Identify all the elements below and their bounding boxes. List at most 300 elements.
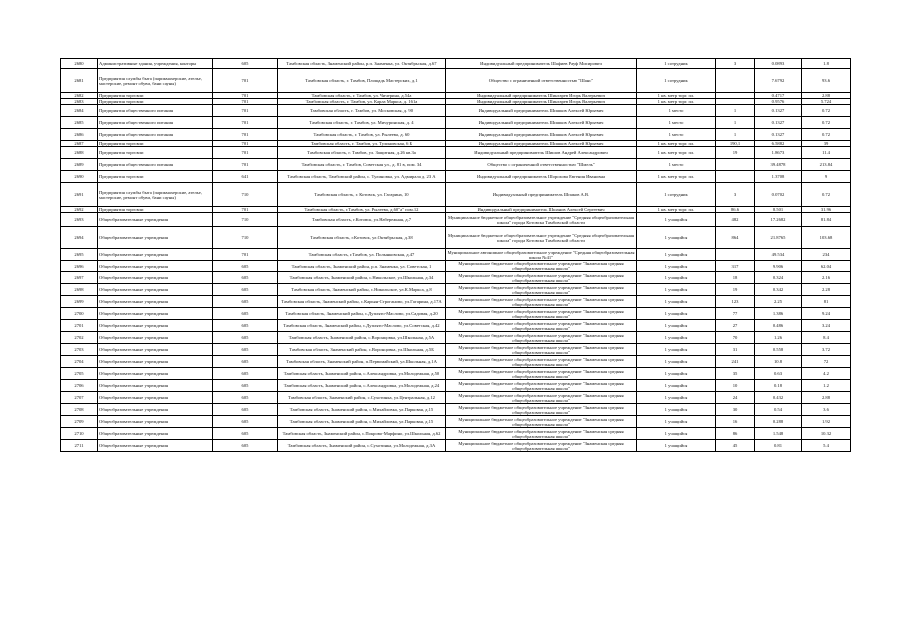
address-cell: Тамбовская область, г.Котовск, ул.Октябрьская, д.38 <box>278 227 446 249</box>
waste-tonnes-cell: 9.906 <box>755 261 802 272</box>
unit-cell: 1 учащийся <box>637 368 716 380</box>
table-row <box>61 296 851 308</box>
owner-cell: Муниципальное бюджетное общеобразовательное учреждение "Знаменская средняя общеобразовательная школа" <box>446 308 637 320</box>
table-row <box>61 320 851 332</box>
waste-registry-table <box>60 58 851 452</box>
waste-m3-cell: 1.92 <box>802 416 851 428</box>
unit-cell: 1 учащийся <box>637 284 716 296</box>
row-number-cell: 2680 <box>61 59 98 69</box>
address-cell: Тамбовская область, Знаменский район, с.Воронцовка, ул.Школьная, д.5А <box>278 332 446 344</box>
row-number-cell: 2698 <box>61 284 98 296</box>
okved-code-cell: 605 <box>213 59 278 69</box>
waste-tonnes-cell: 0.63 <box>755 368 802 380</box>
waste-tonnes-cell: 0.558 <box>755 344 802 356</box>
waste-m3-cell: 11.4 <box>802 147 851 159</box>
unit-cell: 1 место <box>637 105 716 117</box>
unit-cell: 1 сотрудник <box>637 183 716 207</box>
row-number-cell: 2707 <box>61 392 98 404</box>
address-cell: Тамбовская область, Знаменский район, с.Александровка, ул.Молодежная, д.24 <box>278 380 446 392</box>
waste-tonnes-cell: 0.0702 <box>755 183 802 207</box>
unit-cell: 1 кв. метр торг. пл. <box>637 141 716 147</box>
unit-cell: 1 место <box>637 159 716 171</box>
quantity-cell: 482 <box>716 213 755 227</box>
okved-code-cell: 605 <box>213 440 278 452</box>
row-number-cell: 2689 <box>61 159 98 171</box>
owner-cell: Муниципальное автономное общеобразовательное учреждение "Средняя общеобразовательная школа №41" <box>446 249 637 261</box>
waste-tonnes-cell: 0.0893 <box>755 59 802 69</box>
waste-tonnes-cell: 0.18 <box>755 380 802 392</box>
address-cell: Тамбовская область, Знаменский район, р.п. Знаменка, ул. Советская, 1 <box>278 261 446 272</box>
unit-cell: 1 учащийся <box>637 380 716 392</box>
owner-cell: Муниципальное бюджетное общеобразовательное учреждение "Средняя общеобразовательная школа" города Котовска Тамбовской области <box>446 213 637 227</box>
waste-tonnes-cell: 0.432 <box>755 392 802 404</box>
waste-m3-cell: 62.04 <box>802 261 851 272</box>
quantity-cell: 24 <box>716 392 755 404</box>
table-body <box>61 59 851 452</box>
quantity-cell: 19 <box>716 147 755 159</box>
waste-tonnes-cell: 0.54 <box>755 404 802 416</box>
address-cell: Тамбовская область, Знаменский район, с.Сухотинка, ул.Центральная, д.12 <box>278 392 446 404</box>
okved-code-cell: 605 <box>213 368 278 380</box>
row-number-cell: 2695 <box>61 249 98 261</box>
owner-cell: Муниципальное бюджетное общеобразовательное учреждение "Знаменская средняя общеобразовательная школа" <box>446 332 637 344</box>
waste-tonnes-cell: 1.3708 <box>755 171 802 183</box>
address-cell: Тамбовская область, г. Тамбов, ул. Тулиновская, 6 Б <box>278 141 446 147</box>
row-number-cell: 2693 <box>61 213 98 227</box>
waste-tonnes-cell: 1.26 <box>755 332 802 344</box>
object-type-cell: Общеобразовательные учреждения <box>98 249 213 261</box>
waste-m3-cell: 0.72 <box>802 105 851 117</box>
waste-m3-cell: 10.32 <box>802 428 851 440</box>
registry-sheet <box>60 58 850 452</box>
waste-m3-cell: 2.88 <box>802 93 851 99</box>
object-type-cell: Общеобразовательные учреждения <box>98 368 213 380</box>
table-row <box>61 213 851 227</box>
table-row <box>61 69 851 93</box>
okved-code-cell: 605 <box>213 392 278 404</box>
unit-cell: 1 учащийся <box>637 344 716 356</box>
address-cell: Тамбовская область, Знаменский район, с.Воронцовка, ул.Школьная, д.5Б <box>278 344 446 356</box>
waste-m3-cell: 9.24 <box>802 308 851 320</box>
object-type-cell: Общеобразовательные учреждения <box>98 320 213 332</box>
owner-cell: Индивидуальный предприниматель Шингарев Игорь Валерьевич <box>446 99 637 105</box>
okved-code-cell: 710 <box>213 227 278 249</box>
okved-code-cell: 701 <box>213 129 278 141</box>
table-row <box>61 356 851 368</box>
quantity-cell: 1 <box>716 105 755 117</box>
waste-m3-cell: 72 <box>802 356 851 368</box>
okved-code-cell: 605 <box>213 296 278 308</box>
waste-m3-cell: 1.2 <box>802 380 851 392</box>
okved-code-cell: 605 <box>213 356 278 368</box>
object-type-cell: Предприятия службы быта (парикмахерские, ателье, мастерские, ремонт обуви, бани сауны) <box>98 183 213 207</box>
okved-code-cell: 605 <box>213 380 278 392</box>
row-number-cell: 2684 <box>61 105 98 117</box>
quantity-cell: 241 <box>716 356 755 368</box>
waste-m3-cell: 3.24 <box>802 320 851 332</box>
okved-code-cell: 701 <box>213 117 278 129</box>
row-number-cell: 2706 <box>61 380 98 392</box>
row-number-cell: 2702 <box>61 332 98 344</box>
quantity-cell: 30 <box>716 404 755 416</box>
address-cell: Тамбовская область, Знаменский район, с.Никольское, ул.Школьная, д.34 <box>278 272 446 284</box>
object-type-cell: Общеобразовательные учреждения <box>98 440 213 452</box>
unit-cell: 1 учащийся <box>637 332 716 344</box>
object-type-cell: Предприятия торговли <box>98 207 213 213</box>
quantity-cell: 35 <box>716 368 755 380</box>
row-number-cell: 2700 <box>61 308 98 320</box>
unit-cell: 1 учащийся <box>637 440 716 452</box>
owner-cell: Муниципальное бюджетное общеобразовательное учреждение "Знаменская средняя общеобразовательная школа" <box>446 416 637 428</box>
owner-cell: Муниципальное бюджетное общеобразовательное учреждение "Знаменская средняя общеобразовательная школа" <box>446 284 637 296</box>
quantity-cell: 86.6 <box>716 207 755 213</box>
quantity-cell: 123 <box>716 296 755 308</box>
row-number-cell: 2696 <box>61 261 98 272</box>
object-type-cell: Предприятия общественного питания <box>98 105 213 117</box>
row-number-cell: 2692 <box>61 207 98 213</box>
waste-tonnes-cell: 0.81 <box>755 440 802 452</box>
address-cell: Тамбовская область, Знаменский район, п.Первомайский, ул.Школьная, д.1А <box>278 356 446 368</box>
owner-cell: Муниципальное бюджетное общеобразовательное учреждение "Знаменская средняя общеобразовательная школа" <box>446 320 637 332</box>
table-row <box>61 129 851 141</box>
object-type-cell: Общеобразовательные учреждения <box>98 428 213 440</box>
waste-tonnes-cell: 39.4878 <box>755 159 802 171</box>
owner-cell: Муниципальное бюджетное общеобразовательное учреждение "Знаменская средняя общеобразовательная школа" <box>446 428 637 440</box>
object-type-cell: Общеобразовательные учреждения <box>98 227 213 249</box>
okved-code-cell: 710 <box>213 183 278 207</box>
table-row <box>61 227 851 249</box>
row-number-cell: 2686 <box>61 129 98 141</box>
row-number-cell: 2694 <box>61 227 98 249</box>
okved-code-cell: 605 <box>213 428 278 440</box>
unit-cell: 1 учащийся <box>637 227 716 249</box>
table-row <box>61 59 851 69</box>
waste-tonnes-cell: 1.386 <box>755 308 802 320</box>
row-number-cell: 2703 <box>61 344 98 356</box>
row-number-cell: 2683 <box>61 99 98 105</box>
row-number-cell: 2691 <box>61 183 98 207</box>
address-cell: Тамбовская область, г. Тамбов, ул. Московская, д. 90 <box>278 105 446 117</box>
row-number-cell: 2690 <box>61 171 98 183</box>
table-row <box>61 272 851 284</box>
quantity-cell: 3 <box>716 59 755 69</box>
waste-m3-cell: 0.72 <box>802 183 851 207</box>
waste-tonnes-cell: 8.501 <box>755 207 802 213</box>
quantity-cell: 10 <box>716 380 755 392</box>
waste-m3-cell: 3.72 <box>802 344 851 356</box>
quantity-cell: 19 <box>716 284 755 296</box>
owner-cell: Общество с ограниченной ответственностью "Шанс" <box>446 69 637 93</box>
quantity-cell <box>716 69 755 93</box>
waste-tonnes-cell: 1.548 <box>755 428 802 440</box>
owner-cell: Индивидуальный предприниматель Шорохова Евгения Ивановна <box>446 171 637 183</box>
waste-m3-cell: 0.72 <box>802 117 851 129</box>
waste-tonnes-cell: 0.342 <box>755 284 802 296</box>
owner-cell: Индивидуальный предприниматель Шафиев Рауф Мисирович <box>446 59 637 69</box>
unit-cell: 1 учащийся <box>637 296 716 308</box>
okved-code-cell: 701 <box>213 141 278 147</box>
owner-cell: Общество с ограниченной ответственностью "Шмель" <box>446 159 637 171</box>
waste-m3-cell: 0.72 <box>802 129 851 141</box>
okved-code-cell: 701 <box>213 99 278 105</box>
unit-cell: 1 учащийся <box>637 308 716 320</box>
object-type-cell: Общеобразовательные учреждения <box>98 284 213 296</box>
address-cell: Тамбовская область, Тамбовский район, с. Тулиновка, ул. Адмирала д. 23 А <box>278 171 446 183</box>
table-row <box>61 380 851 392</box>
okved-code-cell: 701 <box>213 147 278 159</box>
waste-tonnes-cell: 0.288 <box>755 416 802 428</box>
row-number-cell: 2682 <box>61 93 98 99</box>
okved-code-cell: 605 <box>213 308 278 320</box>
row-number-cell: 2699 <box>61 296 98 308</box>
row-number-cell: 2704 <box>61 356 98 368</box>
row-number-cell: 2688 <box>61 147 98 159</box>
unit-cell: 1 место <box>637 117 716 129</box>
object-type-cell: Предприятия торговли <box>98 171 213 183</box>
table-row <box>61 368 851 380</box>
waste-m3-cell: 213.84 <box>802 159 851 171</box>
okved-code-cell: 605 <box>213 416 278 428</box>
owner-cell: Индивидуальный предприниматель Шишов Андрей Александрович <box>446 147 637 159</box>
quantity-cell: 864 <box>716 227 755 249</box>
address-cell: Тамбовская область, Знаменский район, с.Дуплято-Маслово, ул.Советская, д.42 <box>278 320 446 332</box>
object-type-cell: Общеобразовательные учреждения <box>98 380 213 392</box>
waste-tonnes-cell: 0.9576 <box>755 99 802 105</box>
owner-cell: Муниципальное бюджетное общеобразовательное учреждение "Знаменская средняя общеобразовательная школа" <box>446 368 637 380</box>
address-cell: Тамбовская область, г. Тамбов, ул. Карла Маркса, д. 161а <box>278 99 446 105</box>
waste-m3-cell: 103.68 <box>802 227 851 249</box>
waste-m3-cell: 3.6 <box>802 404 851 416</box>
okved-code-cell: 701 <box>213 159 278 171</box>
object-type-cell: Общеобразовательные учреждения <box>98 261 213 272</box>
table-row <box>61 404 851 416</box>
row-number-cell: 2681 <box>61 69 98 93</box>
unit-cell: 1 место <box>637 129 716 141</box>
address-cell: Тамбовская область, Знаменский район, с.Покрово-Марфино, ул.Школьная, д.62 <box>278 428 446 440</box>
table-row <box>61 332 851 344</box>
waste-m3-cell: 2.28 <box>802 284 851 296</box>
quantity-cell: 1 <box>716 117 755 129</box>
row-number-cell: 2685 <box>61 117 98 129</box>
object-type-cell: Общеобразовательные учреждения <box>98 416 213 428</box>
unit-cell: 1 сотрудник <box>637 59 716 69</box>
address-cell: Тамбовская область, г. Котовск, ул. Гагарина, 10 <box>278 183 446 207</box>
address-cell: Тамбовская область, г. Тамбов, Площадь Мастерских, д.1 <box>278 69 446 93</box>
waste-m3-cell: 9 <box>802 171 851 183</box>
unit-cell: 1 учащийся <box>637 272 716 284</box>
table-row <box>61 117 851 129</box>
okved-code-cell: 641 <box>213 171 278 183</box>
object-type-cell: Предприятия службы быта (парикмахерские, ателье, мастерские, ремонт обуви, бани сауны) <box>98 69 213 93</box>
waste-m3-cell: 81 <box>802 296 851 308</box>
table-row <box>61 171 851 183</box>
okved-code-cell: 605 <box>213 261 278 272</box>
address-cell: Тамбовская область, г.Котовск, ул.Набережная, д.7 <box>278 213 446 227</box>
waste-tonnes-cell: 0.1327 <box>755 105 802 117</box>
object-type-cell: Общеобразовательные учреждения <box>98 404 213 416</box>
object-type-cell: Предприятия торговли <box>98 147 213 159</box>
owner-cell: Муниципальное бюджетное общеобразовательное учреждение "Знаменская средняя общеобразовательная школа" <box>446 380 637 392</box>
waste-m3-cell: 93.6 <box>802 69 851 93</box>
quantity-cell: 1 <box>716 129 755 141</box>
okved-code-cell: 605 <box>213 332 278 344</box>
quantity-cell: 317 <box>716 261 755 272</box>
okved-code-cell: 701 <box>213 69 278 93</box>
quantity-cell: 45 <box>716 440 755 452</box>
okved-code-cell: 701 <box>213 249 278 261</box>
owner-cell: Муниципальное бюджетное общеобразовательное учреждение "Знаменская средняя общеобразовательная школа" <box>446 356 637 368</box>
waste-m3-cell: 5.4 <box>802 440 851 452</box>
address-cell: Тамбовская область, Знаменский район, с.Никольское, ул.К.Маркса, д.8 <box>278 284 446 296</box>
waste-tonnes-cell: 0.1327 <box>755 129 802 141</box>
owner-cell: Индивидуальный предприниматель Шингарев Игорь Валерьевич <box>446 93 637 99</box>
waste-m3-cell: 2.16 <box>802 272 851 284</box>
waste-m3-cell: 31.96 <box>802 207 851 213</box>
owner-cell: Муниципальное бюджетное общеобразовательное учреждение "Знаменская средняя общеобразовательная школа" <box>446 261 637 272</box>
quantity-cell <box>716 171 755 183</box>
row-number-cell: 2708 <box>61 404 98 416</box>
waste-tonnes-cell: 2.25 <box>755 296 802 308</box>
table-row <box>61 416 851 428</box>
waste-m3-cell: 8.4 <box>802 332 851 344</box>
waste-tonnes-cell: 10.8 <box>755 356 802 368</box>
object-type-cell: Общеобразовательные учреждения <box>98 392 213 404</box>
quantity-cell: 16 <box>716 416 755 428</box>
object-type-cell: Общеобразовательные учреждения <box>98 308 213 320</box>
okved-code-cell: 605 <box>213 284 278 296</box>
address-cell: Тамбовская область, Знаменский район, с.Александровка, ул.Молодежная, д.50 <box>278 368 446 380</box>
owner-cell: Муниципальное бюджетное общеобразовательное учреждение "Знаменская средняя общеобразовательная школа" <box>446 440 637 452</box>
quantity-cell: 27 <box>716 320 755 332</box>
waste-m3-cell: 81.84 <box>802 213 851 227</box>
waste-tonnes-cell: 49.534 <box>755 249 802 261</box>
waste-m3-cell: 2.88 <box>802 392 851 404</box>
address-cell: Тамбовская область, г. Тамбов, ул. Защитная, д.26 кв.3а <box>278 147 446 159</box>
quantity-cell: 3 <box>716 183 755 207</box>
quantity-cell: 31 <box>716 344 755 356</box>
unit-cell: 1 учащийся <box>637 392 716 404</box>
table-row <box>61 147 851 159</box>
quantity-cell: 190,1 <box>716 141 755 147</box>
table-row <box>61 159 851 171</box>
okved-code-cell: 710 <box>213 213 278 227</box>
address-cell: Тамбовская область, г. Тамбов, Советская ул., д. 81 в, пом. 34 <box>278 159 446 171</box>
okved-code-cell: 605 <box>213 272 278 284</box>
quantity-cell: 86 <box>716 428 755 440</box>
unit-cell: 1 учащийся <box>637 261 716 272</box>
object-type-cell: Предприятия торговли <box>98 93 213 99</box>
address-cell: Тамбовская область, г.Тамбов, ул. Полынковская, д.47 <box>278 249 446 261</box>
quantity-cell <box>716 159 755 171</box>
owner-cell: Индивидуальный предприниматель Шпаков А.В. <box>446 183 637 207</box>
waste-m3-cell: 234 <box>802 249 851 261</box>
table-row <box>61 249 851 261</box>
unit-cell: 1 учащийся <box>637 428 716 440</box>
quantity-cell: 70 <box>716 332 755 344</box>
address-cell: Тамбовская область, Знаменский район, с.Дуплято-Маслово, ул.Садовая, д.20 <box>278 308 446 320</box>
object-type-cell: Предприятия торговли <box>98 99 213 105</box>
object-type-cell: Общеобразовательные учреждения <box>98 296 213 308</box>
unit-cell: 1 кв. метр торг. пл. <box>637 207 716 213</box>
waste-tonnes-cell: 0.4717 <box>755 93 802 99</box>
object-type-cell: Общеобразовательные учреждения <box>98 213 213 227</box>
owner-cell: Индивидуальный предприниматель Шишков Алексей Юрьевич <box>446 105 637 117</box>
unit-cell: 1 кв. метр торг. пл. <box>637 93 716 99</box>
table-row <box>61 440 851 452</box>
object-type-cell: Административные здания, учреждения, конторы <box>98 59 213 69</box>
unit-cell: 1 учащийся <box>637 416 716 428</box>
object-type-cell: Общеобразовательные учреждения <box>98 272 213 284</box>
address-cell: Тамбовская область, Знаменский район, с.Михайловка, ул.Парковая, д.15 <box>278 404 446 416</box>
address-cell: Тамбовская область, г. Тамбов, ул. Рылеева, д. 60 <box>278 129 446 141</box>
owner-cell: Индивидуальный предприниматель Шишков Алексей Юрьевич <box>446 141 637 147</box>
address-cell: Тамбовская область, г. Тамбов, ул. Чичерина, д.54а <box>278 93 446 99</box>
address-cell: Тамбовская область, Знаменский район, с.Карьян-Строганово, ул.Гагарина, д.17А <box>278 296 446 308</box>
address-cell: Тамбовская область, г. Тамбов, ул. Мичуринская, д. 4 <box>278 117 446 129</box>
row-number-cell: 2705 <box>61 368 98 380</box>
row-number-cell: 2710 <box>61 428 98 440</box>
waste-m3-cell: 5.724 <box>802 99 851 105</box>
waste-m3-cell: 4.2 <box>802 368 851 380</box>
waste-tonnes-cell: 7.6792 <box>755 69 802 93</box>
table-row <box>61 261 851 272</box>
unit-cell: 1 сотрудник <box>637 69 716 93</box>
unit-cell: 1 учащийся <box>637 249 716 261</box>
object-type-cell: Предприятия торговли <box>98 141 213 147</box>
object-type-cell: Предприятия общественного питания <box>98 129 213 141</box>
waste-tonnes-cell: 1.8673 <box>755 147 802 159</box>
table-row <box>61 392 851 404</box>
table-row <box>61 284 851 296</box>
object-type-cell: Предприятия общественного питания <box>98 117 213 129</box>
okved-code-cell: 701 <box>213 105 278 117</box>
owner-cell: Муниципальное бюджетное общеобразовательное учреждение "Знаменская средняя общеобразовательная школа" <box>446 296 637 308</box>
quantity-cell: 77 <box>716 308 755 320</box>
okved-code-cell: 605 <box>213 344 278 356</box>
table-row <box>61 183 851 207</box>
waste-tonnes-cell: 6.5882 <box>755 141 802 147</box>
okved-code-cell: 701 <box>213 207 278 213</box>
okved-code-cell: 701 <box>213 93 278 99</box>
waste-tonnes-cell: 0.324 <box>755 272 802 284</box>
table-row <box>61 344 851 356</box>
waste-m3-cell: 39 <box>802 141 851 147</box>
unit-cell: 1 учащийся <box>637 213 716 227</box>
row-number-cell: 2701 <box>61 320 98 332</box>
unit-cell: 1 кв. метр торг. пл. <box>637 147 716 159</box>
address-cell: Тамбовская область, г.Тамбов, ул. Рылеева, д.60"а" пом.12 <box>278 207 446 213</box>
table-row <box>61 428 851 440</box>
table-row <box>61 308 851 320</box>
okved-code-cell: 605 <box>213 320 278 332</box>
owner-cell: Индивидуальный предприниматель Шшанов Алексей Сергеевич <box>446 207 637 213</box>
waste-tonnes-cell: 17.2682 <box>755 213 802 227</box>
unit-cell: 1 кв. метр торг. пл. <box>637 99 716 105</box>
address-cell: Тамбовская область, Знаменский район, с.Михайловка, ул.Парковая, д.15 <box>278 416 446 428</box>
waste-tonnes-cell: 0.1327 <box>755 117 802 129</box>
owner-cell: Муниципальное бюджетное общеобразовательное учреждение "Знаменская средняя общеобразовательная школа" <box>446 404 637 416</box>
unit-cell: 1 учащийся <box>637 356 716 368</box>
owner-cell: Муниципальное бюджетное общеобразовательное учреждение "Средняя общеобразовательная школа" города Котовска Тамбовской области <box>446 227 637 249</box>
address-cell: Тамбовская область, Знаменский район, р.п. Знаменка, ул. Октябрьская, д.67 <box>278 59 446 69</box>
address-cell: Тамбовская область, Знаменский район, с.Сухотинка, ул.Молодежная, д.3А <box>278 440 446 452</box>
quantity-cell: 18 <box>716 272 755 284</box>
owner-cell: Муниципальное бюджетное общеобразовательное учреждение "Знаменская средняя общеобразовательная школа" <box>446 392 637 404</box>
owner-cell: Индивидуальный предприниматель Шишков Алексей Юрьевич <box>446 129 637 141</box>
object-type-cell: Общеобразовательные учреждения <box>98 332 213 344</box>
waste-m3-cell: 1.8 <box>802 59 851 69</box>
row-number-cell: 2711 <box>61 440 98 452</box>
